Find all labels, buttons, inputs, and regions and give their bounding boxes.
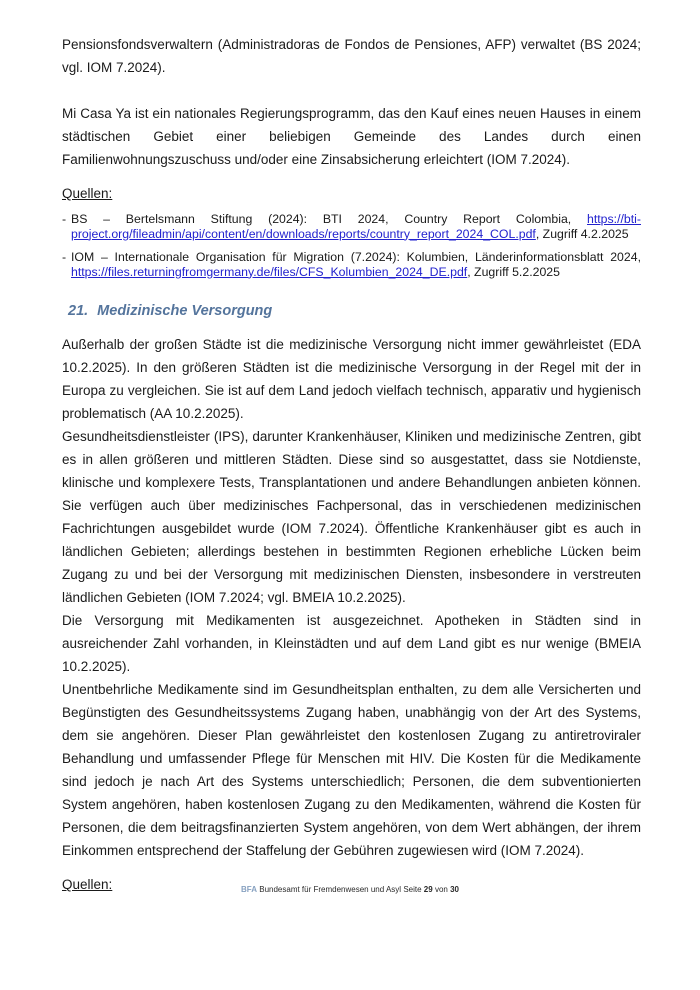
footer-of-word: von [434,885,448,894]
body-paragraph: Außerhalb der großen Städte ist die medizinische Versorgung nicht immer gewährleistet (EDA 10.2.2025). In den größeren Städten ist die medizinische Versorgung in der Regel mit der in Europa zu vergleichen. Sie ist auf dem Land jedoch vielfach technisch, apparativ und hygienisch problematisch (AA 10.2.2025). [62,337,641,422]
footer-page-number: 29 [423,885,433,894]
source-link[interactable]: https://bti-project.org/fileadmin/api/content/en/downloads/reports/country_report_2024_COL.pdf [71,212,641,241]
section-title: Medizinische Versorgung [97,303,273,320]
section-body [62,333,641,862]
source-list [62,212,641,279]
source-link[interactable]: https://files.returningfromgermany.de/files/CFS_Kolumbien_2024_DE.pdf [71,264,468,279]
sources-heading-bottom: Quellen: [62,877,113,893]
body-paragraph: Mi Casa Ya ist ein nationales Regierungsprogramm, das den Kauf eines neuen Hauses in einem städtischen Gebiet einer beliebigen Gemeinde des Landes durch einen Familienwohnungszuschuss und/oder eine Zinsabsicherung erleichtert (IOM 7.2024). [62,106,641,167]
body-paragraph: Unentbehrliche Medikamente sind im Gesundheitsplan enthalten, zu dem alle Versicherten und Begünstigten des Gesundheitssystems Zugang haben, unabhängig von der Art des Systems, dem sie angehören. Dieser Plan gewährleistet den kostenlosen Zugang zu antiretroviraler Behandlung und umfassender Pflege für Menschen mit HIV. Die Kosten für die Medikamente sind jedoch je nach Art des Systems unterschiedlich; Personen, die dem subventionierten System angehören, haben kostenlosen Zugang zu den Medikamenten, während die Kosten für Personen, die dem beitragsfinanzierten System angehören, von dem Wert abhängen, der ihrem Einkommen entsprechend der Staffelung der Gebühren zugewiesen wird (IOM 7.2024). [62,682,641,859]
bullet-dash: - [62,250,67,265]
body-paragraph: Pensionsfondsverwaltern (Administradoras de Fondos de Pensiones, AFP) verwaltet (BS 2024; vgl. IOM 7.2024). [62,37,641,75]
bullet-dash: - [62,212,67,226]
section-number: 21. [68,303,89,320]
source-text-pre: BS – Bertelsmann Stiftung (2024): BTI 2024, Country Report Colombia, [71,212,587,226]
source-text-post: , Zugriff 4.2.2025 [535,226,629,241]
page-footer [0,884,700,896]
source-text-pre: IOM – Internationale Organisation für Migration (7.2024): Kolumbien, Länderinformationsblatt 2024, [71,250,641,265]
footer-brand-bfa: BFA [241,885,257,894]
page-content [62,33,641,895]
body-paragraph: Gesundheitsdienstleister (IPS), darunter Krankenhäuser, Kliniken und medizinische Zentren, gibt es in allen größeren und mittleren Städten. Diese sind so ausgestattet, dass sie Notdienste, klinische und komplexere Tests, Transplantationen und andere Behandlungen anbieten können. Sie verfügen auch über medizinisches Fachpersonal, das in verschiedenen medizinischen Fachrichtungen ausgebildet wurde (IOM 7.2024). Öffentliche Krankenhäuser gibt es auch in ländlichen Gebieten; allerdings bestehen in bestimmten Regionen erhebliche Lücken beim Zugang zu und bei der Versorgung mit medizinischen Diensten, insbesondere in verstreuten ländlichen Gebieten (IOM 7.2024; vgl. BMEIA 10.2.2025). [62,429,641,606]
footer-org-text: Bundesamt für Fremdenwesen und Asyl [259,885,402,894]
source-item [62,212,641,241]
section-heading [68,301,641,321]
footer-page-label: Seite [403,885,422,894]
body-paragraph: Die Versorgung mit Medikamenten ist ausgezeichnet. Apotheken in Städten sind in ausreichender Zahl vorhanden, in Kleinstädten und auf dem Land gibt es nur wenige (BMEIA 10.2.2025). [62,613,641,675]
source-text-post: , Zugriff 5.2.2025 [467,264,560,279]
footer-total-pages: 30 [450,885,459,894]
source-item [62,250,641,279]
sources-heading: Quellen: [62,186,113,201]
